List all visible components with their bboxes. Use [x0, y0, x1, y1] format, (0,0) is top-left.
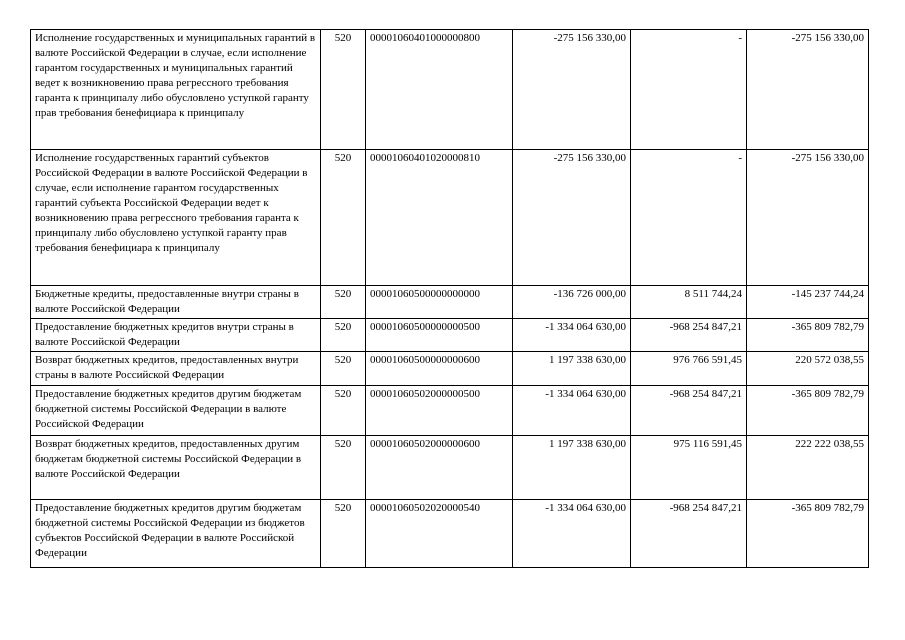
row-approved-cell: 1 197 338 630,00: [513, 436, 631, 500]
row-remaining-cell: -365 809 782,79: [747, 386, 869, 436]
table-row: [31, 30, 869, 150]
table-row: [31, 500, 869, 568]
row-code-cell: 520: [321, 436, 366, 500]
row-name-cell: Предоставление бюджетных кредитов внутри страны в валюте Российской Федерации: [31, 319, 321, 352]
row-code-cell: 520: [321, 150, 366, 286]
row-kbk-cell: 00001060500000000500: [366, 319, 513, 352]
row-name-cell: Исполнение государственных гарантий субъектов Российской Федерации в валюте Российской Федерации в случае, если исполнение гарантом государственных гарантий субъекта Российской Федерации ведет к возникновению права регрессного требования гаранта к принципалу либо обусловлено уступкой гаранту прав требования бенефициара к принципалу: [31, 150, 321, 286]
table-row: [31, 286, 869, 319]
row-kbk-cell: 00001060401000000800: [366, 30, 513, 150]
row-kbk-cell: 00001060502020000540: [366, 500, 513, 568]
row-approved-cell: 1 197 338 630,00: [513, 352, 631, 386]
row-executed-cell: 976 766 591,45: [631, 352, 747, 386]
row-remaining-cell: -275 156 330,00: [747, 30, 869, 150]
row-kbk-cell: 00001060401020000810: [366, 150, 513, 286]
row-executed-cell: -968 254 847,21: [631, 500, 747, 568]
row-code-cell: 520: [321, 500, 366, 568]
table-row: [31, 319, 869, 352]
row-approved-cell: -275 156 330,00: [513, 30, 631, 150]
table-row: [31, 436, 869, 500]
row-executed-cell: -968 254 847,21: [631, 386, 747, 436]
row-executed-cell: 975 116 591,45: [631, 436, 747, 500]
row-code-cell: 520: [321, 352, 366, 386]
row-approved-cell: -1 334 064 630,00: [513, 386, 631, 436]
table-row: [31, 352, 869, 386]
row-name-cell: Предоставление бюджетных кредитов другим бюджетам бюджетной системы Российской Федерации из бюджетов субъектов Российской Федерации в валюте Российской Федерации: [31, 500, 321, 568]
row-executed-cell: -: [631, 30, 747, 150]
row-kbk-cell: 00001060500000000600: [366, 352, 513, 386]
row-code-cell: 520: [321, 386, 366, 436]
row-kbk-cell: 00001060502000000500: [366, 386, 513, 436]
row-remaining-cell: -365 809 782,79: [747, 319, 869, 352]
row-approved-cell: -275 156 330,00: [513, 150, 631, 286]
row-name-cell: Возврат бюджетных кредитов, предоставленных внутри страны в валюте Российской Федерации: [31, 352, 321, 386]
row-name-cell: Возврат бюджетных кредитов, предоставленных другим бюджетам бюджетной системы Российской Федерации в валюте Российской Федерации: [31, 436, 321, 500]
row-approved-cell: -1 334 064 630,00: [513, 319, 631, 352]
row-kbk-cell: 00001060502000000600: [366, 436, 513, 500]
row-code-cell: 520: [321, 319, 366, 352]
row-name-cell: Бюджетные кредиты, предоставленные внутри страны в валюте Российской Федерации: [31, 286, 321, 319]
row-approved-cell: -1 334 064 630,00: [513, 500, 631, 568]
row-remaining-cell: -275 156 330,00: [747, 150, 869, 286]
row-executed-cell: -: [631, 150, 747, 286]
row-executed-cell: 8 511 744,24: [631, 286, 747, 319]
row-kbk-cell: 00001060500000000000: [366, 286, 513, 319]
row-executed-cell: -968 254 847,21: [631, 319, 747, 352]
budget-sources-table: [30, 29, 869, 568]
row-remaining-cell: 220 572 038,55: [747, 352, 869, 386]
table-row: [31, 386, 869, 436]
row-name-cell: Предоставление бюджетных кредитов другим бюджетам бюджетной системы Российской Федерации в валюте Российской Федерации: [31, 386, 321, 436]
row-remaining-cell: 222 222 038,55: [747, 436, 869, 500]
table-row: [31, 150, 869, 286]
row-approved-cell: -136 726 000,00: [513, 286, 631, 319]
row-code-cell: 520: [321, 286, 366, 319]
row-code-cell: 520: [321, 30, 366, 150]
row-name-cell: Исполнение государственных и муниципальных гарантий в валюте Российской Федерации в случае, если исполнение гарантом государственных и муниципальных гарантий ведет к возникновению права регрессного требования гаранта к принципалу либо обусловлено уступкой гаранту прав требования бенефициара к принципалу: [31, 30, 321, 150]
row-remaining-cell: -365 809 782,79: [747, 500, 869, 568]
row-remaining-cell: -145 237 744,24: [747, 286, 869, 319]
